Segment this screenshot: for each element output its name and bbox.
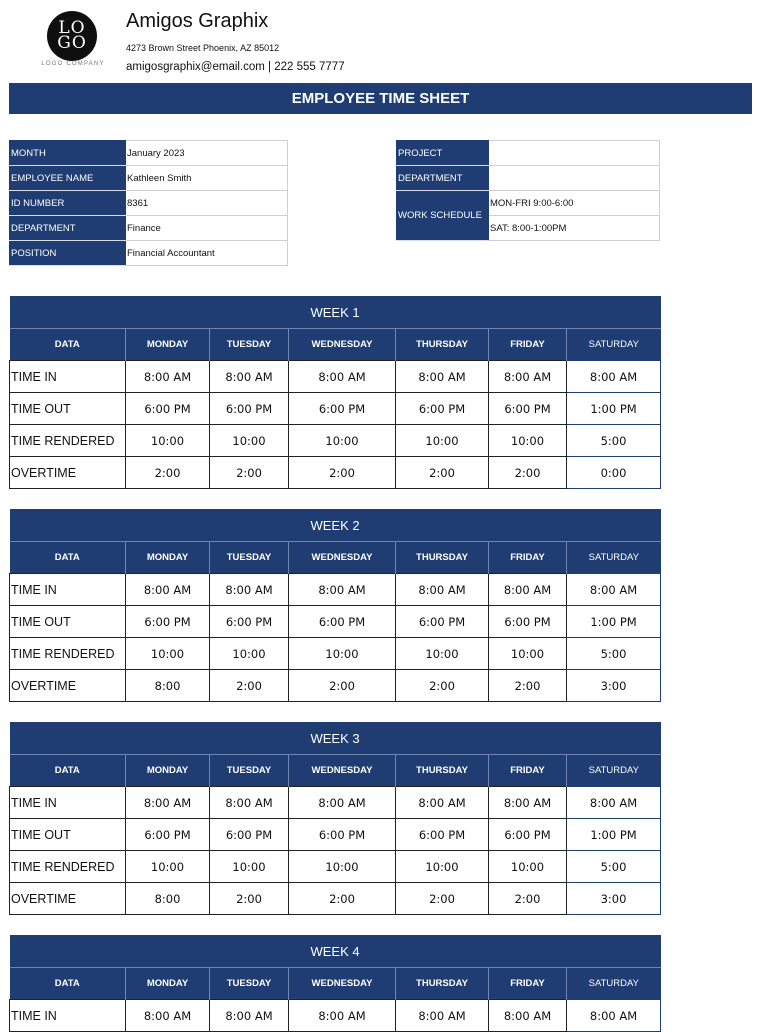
row-label: TIME RENDERED xyxy=(10,851,126,883)
column-header: SATURDAY xyxy=(567,968,661,1000)
work-schedule-weekdays[interactable]: MON-FRI 9:00-6:00 xyxy=(489,191,660,216)
time-cell[interactable]: 8:00 AM xyxy=(210,787,289,819)
time-cell[interactable]: 6:00 PM xyxy=(289,393,396,425)
row-label: TIME OUT xyxy=(10,819,126,851)
column-header: THURSDAY xyxy=(396,542,489,574)
time-cell[interactable]: 6:00 PM xyxy=(210,393,289,425)
row-label: TIME IN xyxy=(10,361,126,393)
department-value[interactable] xyxy=(489,166,660,191)
info-label: POSITION xyxy=(10,241,126,266)
time-cell[interactable]: 8:00 AM xyxy=(567,787,661,819)
time-cell[interactable]: 2:00 xyxy=(289,670,396,702)
column-header: DATA xyxy=(10,329,126,361)
info-value[interactable]: January 2023 xyxy=(126,141,288,166)
column-header: WEDNESDAY xyxy=(289,329,396,361)
week-title-row xyxy=(10,722,661,755)
column-header: FRIDAY xyxy=(489,968,567,1000)
time-cell[interactable]: 2:00 xyxy=(126,457,210,489)
time-cell[interactable]: 10:00 xyxy=(289,638,396,670)
table-row xyxy=(10,883,661,915)
time-cell[interactable]: 3:00 xyxy=(567,670,661,702)
table-row xyxy=(10,457,661,489)
info-value[interactable]: 8361 xyxy=(126,191,288,216)
time-cell[interactable]: 10:00 xyxy=(489,851,567,883)
week-title: WEEK 3 xyxy=(10,722,661,755)
time-cell[interactable]: 2:00 xyxy=(210,457,289,489)
logo-line-1: LO xyxy=(58,18,86,38)
row-label: OVERTIME xyxy=(10,457,126,489)
row-label: OVERTIME xyxy=(10,883,126,915)
time-cell[interactable]: 6:00 PM xyxy=(126,819,210,851)
company-name: Amigos Graphix xyxy=(126,10,269,32)
project-info-table xyxy=(396,140,660,241)
table-row xyxy=(10,787,661,819)
time-cell[interactable]: 8:00 AM xyxy=(289,574,396,606)
time-cell[interactable]: 8:00 AM xyxy=(489,361,567,393)
logo-caption: LOGO COMPANY xyxy=(41,61,105,67)
info-row-month xyxy=(10,141,288,166)
info-label: EMPLOYEE NAME xyxy=(10,166,126,191)
time-cell[interactable]: 2:00 xyxy=(489,883,567,915)
time-cell[interactable]: 8:00 AM xyxy=(396,1000,489,1032)
time-cell[interactable]: 6:00 PM xyxy=(126,393,210,425)
column-header: DATA xyxy=(10,542,126,574)
info-value[interactable]: Financial Accountant xyxy=(126,241,288,266)
time-cell[interactable]: 8:00 AM xyxy=(289,787,396,819)
table-row xyxy=(10,819,661,851)
time-cell[interactable]: 2:00 xyxy=(396,457,489,489)
time-cell[interactable]: 2:00 xyxy=(289,883,396,915)
info-row-position xyxy=(10,241,288,266)
column-header: MONDAY xyxy=(126,329,210,361)
time-cell[interactable]: 10:00 xyxy=(210,425,289,457)
week-table xyxy=(9,296,661,489)
table-row xyxy=(10,606,661,638)
time-cell[interactable]: 8:00 AM xyxy=(567,1000,661,1032)
time-cell[interactable]: 6:00 PM xyxy=(210,606,289,638)
time-cell[interactable]: 6:00 PM xyxy=(489,819,567,851)
time-cell[interactable]: 8:00 AM xyxy=(567,574,661,606)
info-row-id-number xyxy=(10,191,288,216)
week-title: WEEK 1 xyxy=(10,296,661,329)
table-row xyxy=(10,638,661,670)
info-label: MONTH xyxy=(10,141,126,166)
project-label: PROJECT xyxy=(397,141,489,166)
time-cell[interactable]: 2:00 xyxy=(210,670,289,702)
time-cell[interactable]: 8:00 AM xyxy=(210,1000,289,1032)
time-cell[interactable]: 8:00 AM xyxy=(489,787,567,819)
time-cell[interactable]: 1:00 PM xyxy=(567,393,661,425)
column-header: WEDNESDAY xyxy=(289,755,396,787)
work-schedule-saturday[interactable]: SAT: 8:00-1:00PM xyxy=(489,216,660,241)
week-table xyxy=(9,935,661,1032)
time-cell[interactable]: 8:00 AM xyxy=(396,574,489,606)
week-title: WEEK 2 xyxy=(10,509,661,542)
time-cell[interactable]: 8:00 AM xyxy=(489,574,567,606)
column-header: WEDNESDAY xyxy=(289,968,396,1000)
info-row-work-schedule xyxy=(397,191,660,216)
row-label: TIME IN xyxy=(10,574,126,606)
time-cell[interactable]: 8:00 xyxy=(126,670,210,702)
time-cell[interactable]: 10:00 xyxy=(210,638,289,670)
time-cell[interactable]: 6:00 PM xyxy=(289,606,396,638)
employee-info-table xyxy=(9,140,288,266)
row-label: TIME RENDERED xyxy=(10,638,126,670)
column-header: TUESDAY xyxy=(210,329,289,361)
row-label: TIME OUT xyxy=(10,393,126,425)
time-cell[interactable]: 3:00 xyxy=(567,883,661,915)
column-header: MONDAY xyxy=(126,755,210,787)
time-cell[interactable]: 8:00 AM xyxy=(489,1000,567,1032)
department-label: DEPARTMENT xyxy=(397,166,489,191)
time-cell[interactable]: 2:00 xyxy=(396,670,489,702)
document-title: EMPLOYEE TIME SHEET xyxy=(9,83,752,114)
week-table xyxy=(9,509,661,702)
column-header: MONDAY xyxy=(126,968,210,1000)
column-header: SATURDAY xyxy=(567,542,661,574)
table-row xyxy=(10,851,661,883)
column-header: DATA xyxy=(10,755,126,787)
row-label: TIME IN xyxy=(10,1000,126,1032)
day-header-row xyxy=(10,542,661,574)
column-header: SATURDAY xyxy=(567,755,661,787)
time-cell[interactable]: 10:00 xyxy=(210,851,289,883)
time-cell[interactable]: 10:00 xyxy=(396,638,489,670)
week-title: WEEK 4 xyxy=(10,935,661,968)
table-row xyxy=(10,361,661,393)
day-header-row xyxy=(10,968,661,1000)
row-label: TIME RENDERED xyxy=(10,425,126,457)
time-cell[interactable]: 2:00 xyxy=(210,883,289,915)
time-cell[interactable]: 8:00 AM xyxy=(396,361,489,393)
table-row xyxy=(10,393,661,425)
info-label: DEPARTMENT xyxy=(10,216,126,241)
column-header: THURSDAY xyxy=(396,968,489,1000)
time-cell[interactable]: 6:00 PM xyxy=(489,606,567,638)
time-cell[interactable]: 0:00 xyxy=(567,457,661,489)
column-header: THURSDAY xyxy=(396,755,489,787)
time-cell[interactable]: 8:00 AM xyxy=(126,361,210,393)
row-label: TIME OUT xyxy=(10,606,126,638)
week-title-row xyxy=(10,935,661,968)
column-header: SATURDAY xyxy=(567,329,661,361)
info-row-employee-name xyxy=(10,166,288,191)
time-cell[interactable]: 6:00 PM xyxy=(396,393,489,425)
time-cell[interactable]: 8:00 AM xyxy=(567,361,661,393)
time-cell[interactable]: 10:00 xyxy=(396,851,489,883)
time-cell[interactable]: 8:00 AM xyxy=(126,787,210,819)
time-cell[interactable]: 10:00 xyxy=(126,851,210,883)
column-header: WEDNESDAY xyxy=(289,542,396,574)
time-cell[interactable]: 2:00 xyxy=(396,883,489,915)
time-cell[interactable]: 5:00 xyxy=(567,851,661,883)
table-row xyxy=(10,670,661,702)
time-cell[interactable]: 8:00 AM xyxy=(126,574,210,606)
time-cell[interactable]: 5:00 xyxy=(567,425,661,457)
row-label: OVERTIME xyxy=(10,670,126,702)
project-value[interactable] xyxy=(489,141,660,166)
work-schedule-label: WORK SCHEDULE xyxy=(397,191,489,241)
row-label: TIME IN xyxy=(10,787,126,819)
time-cell[interactable]: 6:00 PM xyxy=(489,393,567,425)
table-row xyxy=(10,1000,661,1032)
time-cell[interactable]: 10:00 xyxy=(289,425,396,457)
table-row xyxy=(10,574,661,606)
time-cell[interactable]: 8:00 AM xyxy=(396,787,489,819)
column-header: THURSDAY xyxy=(396,329,489,361)
time-cell[interactable]: 8:00 AM xyxy=(210,361,289,393)
company-contact: amigosgraphix@email.com | 222 555 7777 xyxy=(126,61,345,73)
logo-line-2: GO xyxy=(57,33,87,53)
time-cell[interactable]: 2:00 xyxy=(289,457,396,489)
table-row xyxy=(10,425,661,457)
time-cell[interactable]: 10:00 xyxy=(289,851,396,883)
column-header: FRIDAY xyxy=(489,542,567,574)
company-address: 4273 Brown Street Phoenix, AZ 85012 xyxy=(126,43,280,53)
time-cell[interactable]: 5:00 xyxy=(567,638,661,670)
time-cell[interactable]: 8:00 AM xyxy=(210,574,289,606)
column-header: TUESDAY xyxy=(210,542,289,574)
day-header-row xyxy=(10,755,661,787)
time-cell[interactable]: 10:00 xyxy=(126,638,210,670)
week-title-row xyxy=(10,296,661,329)
time-cell[interactable]: 10:00 xyxy=(489,425,567,457)
time-cell[interactable]: 6:00 PM xyxy=(396,606,489,638)
week-title-row xyxy=(10,509,661,542)
time-cell[interactable]: 6:00 PM xyxy=(126,606,210,638)
column-header: FRIDAY xyxy=(489,755,567,787)
time-cell[interactable]: 10:00 xyxy=(396,425,489,457)
time-cell[interactable]: 6:00 PM xyxy=(210,819,289,851)
week-table xyxy=(9,722,661,915)
time-cell[interactable]: 8:00 AM xyxy=(289,361,396,393)
time-cell[interactable]: 6:00 PM xyxy=(289,819,396,851)
time-cell[interactable]: 1:00 PM xyxy=(567,606,661,638)
info-row-project xyxy=(397,141,660,166)
column-header: TUESDAY xyxy=(210,755,289,787)
time-cell[interactable]: 10:00 xyxy=(489,638,567,670)
info-row-department xyxy=(10,216,288,241)
time-cell[interactable]: 8:00 AM xyxy=(289,1000,396,1032)
column-header: TUESDAY xyxy=(210,968,289,1000)
company-logo xyxy=(47,11,97,61)
time-cell[interactable]: 2:00 xyxy=(489,670,567,702)
time-cell[interactable]: 8:00 AM xyxy=(126,1000,210,1032)
column-header: FRIDAY xyxy=(489,329,567,361)
info-row-department xyxy=(397,166,660,191)
day-header-row xyxy=(10,329,661,361)
time-cell[interactable]: 10:00 xyxy=(126,425,210,457)
info-value[interactable]: Finance xyxy=(126,216,288,241)
column-header: DATA xyxy=(10,968,126,1000)
info-value[interactable]: Kathleen Smith xyxy=(126,166,288,191)
time-cell[interactable]: 1:00 PM xyxy=(567,819,661,851)
time-cell[interactable]: 8:00 xyxy=(126,883,210,915)
time-cell[interactable]: 6:00 PM xyxy=(396,819,489,851)
time-cell[interactable]: 2:00 xyxy=(489,457,567,489)
column-header: MONDAY xyxy=(126,542,210,574)
info-label: ID NUMBER xyxy=(10,191,126,216)
